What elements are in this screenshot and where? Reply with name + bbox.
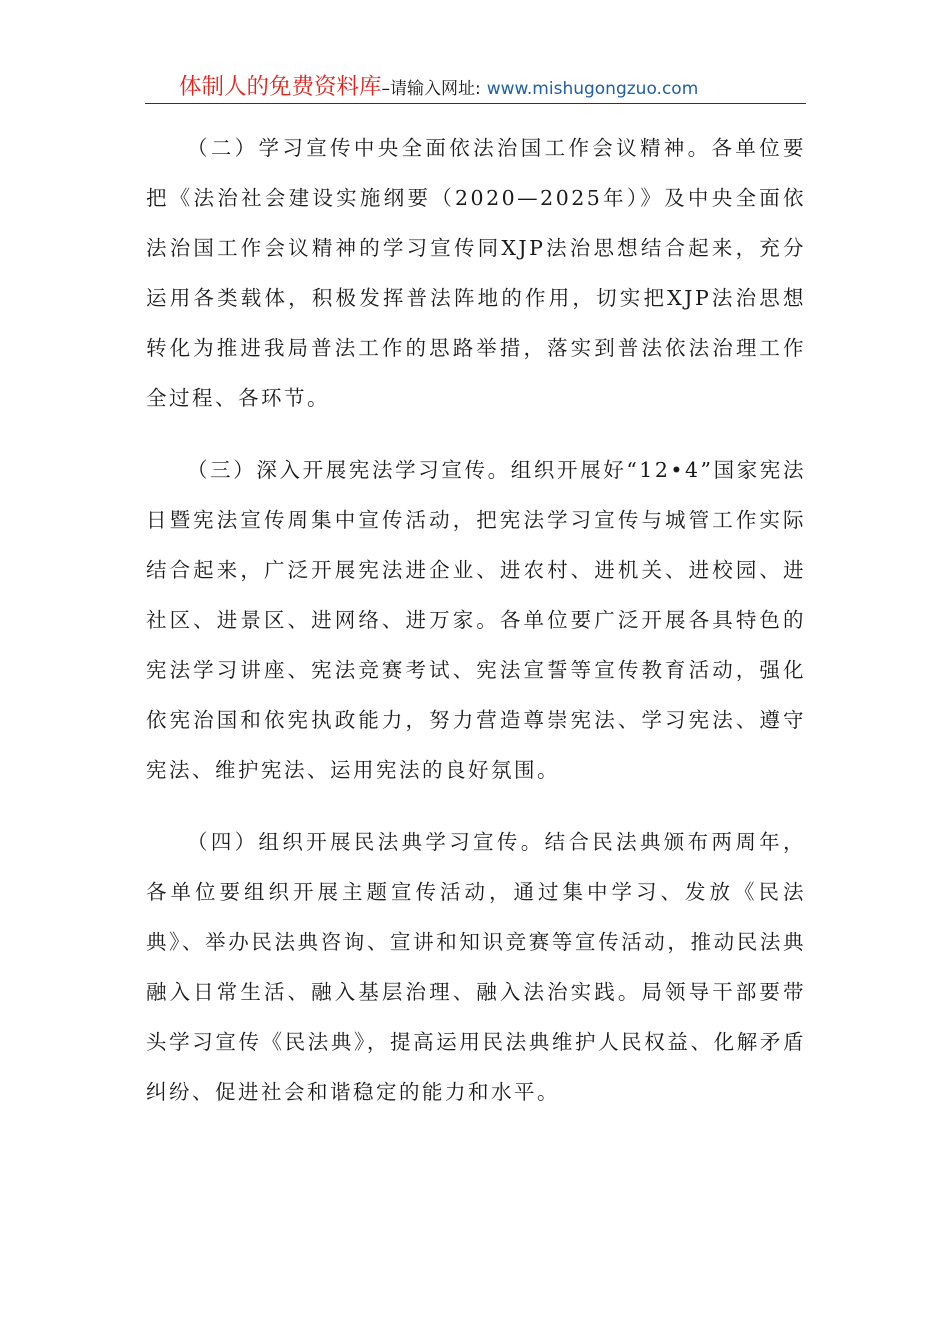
header-prompt: –请输入网址: (381, 79, 481, 99)
paragraph-2: （二）学习宣传中央全面依法治国工作会议精神。各单位要把《法治社会建设实施纲要（2020—2025年）》及中央全面依法治国工作会议精神的学习宣传同XJP法治思想结合起来，充分运用各类载体，积极发挥普法阵地的作用，切实把XJP法治思想转化为推进我局普法工作的思路举措，落实到普法依法治理工作全过程、各环节。 (146, 136, 806, 410)
header-url-link[interactable]: www.mishugongzuo.com (486, 79, 699, 99)
header-brand: 体制人的免费资料库 (179, 74, 382, 100)
page-header (145, 72, 806, 102)
document-body (146, 123, 806, 1139)
paragraph-4: （四）组织开展民法典学习宣传。结合民法典颁布两周年，各单位要组织开展主题宣传活动，通过集中学习、发放《民法典》、举办民法典咨询、宣讲和知识竞赛等宣传活动，推动民法典融入日常生活、融入基层治理、融入法治实践。局领导干部要带头学习宣传《民法典》，提高运用民法典维护人民权益、化解矛盾纠纷、促进社会和谐稳定的能力和水平。 (146, 830, 806, 1104)
header-divider (145, 103, 806, 104)
paragraph-3: （三）深入开展宪法学习宣传。组织开展好“12•4”国家宪法日暨宪法宣传周集中宣传活动，把宪法学习宣传与城管工作实际结合起来，广泛开展宪法进企业、进农村、进机关、进校园、进社区、进景区、进网络、进万家。各单位要广泛开展各具特色的宪法学习讲座、宪法竞赛考试、宪法宣誓等宣传教育活动，强化依宪治国和依宪执政能力，努力营造尊崇宪法、学习宪法、遵守宪法、维护宪法、运用宪法的良好氛围。 (146, 458, 806, 782)
